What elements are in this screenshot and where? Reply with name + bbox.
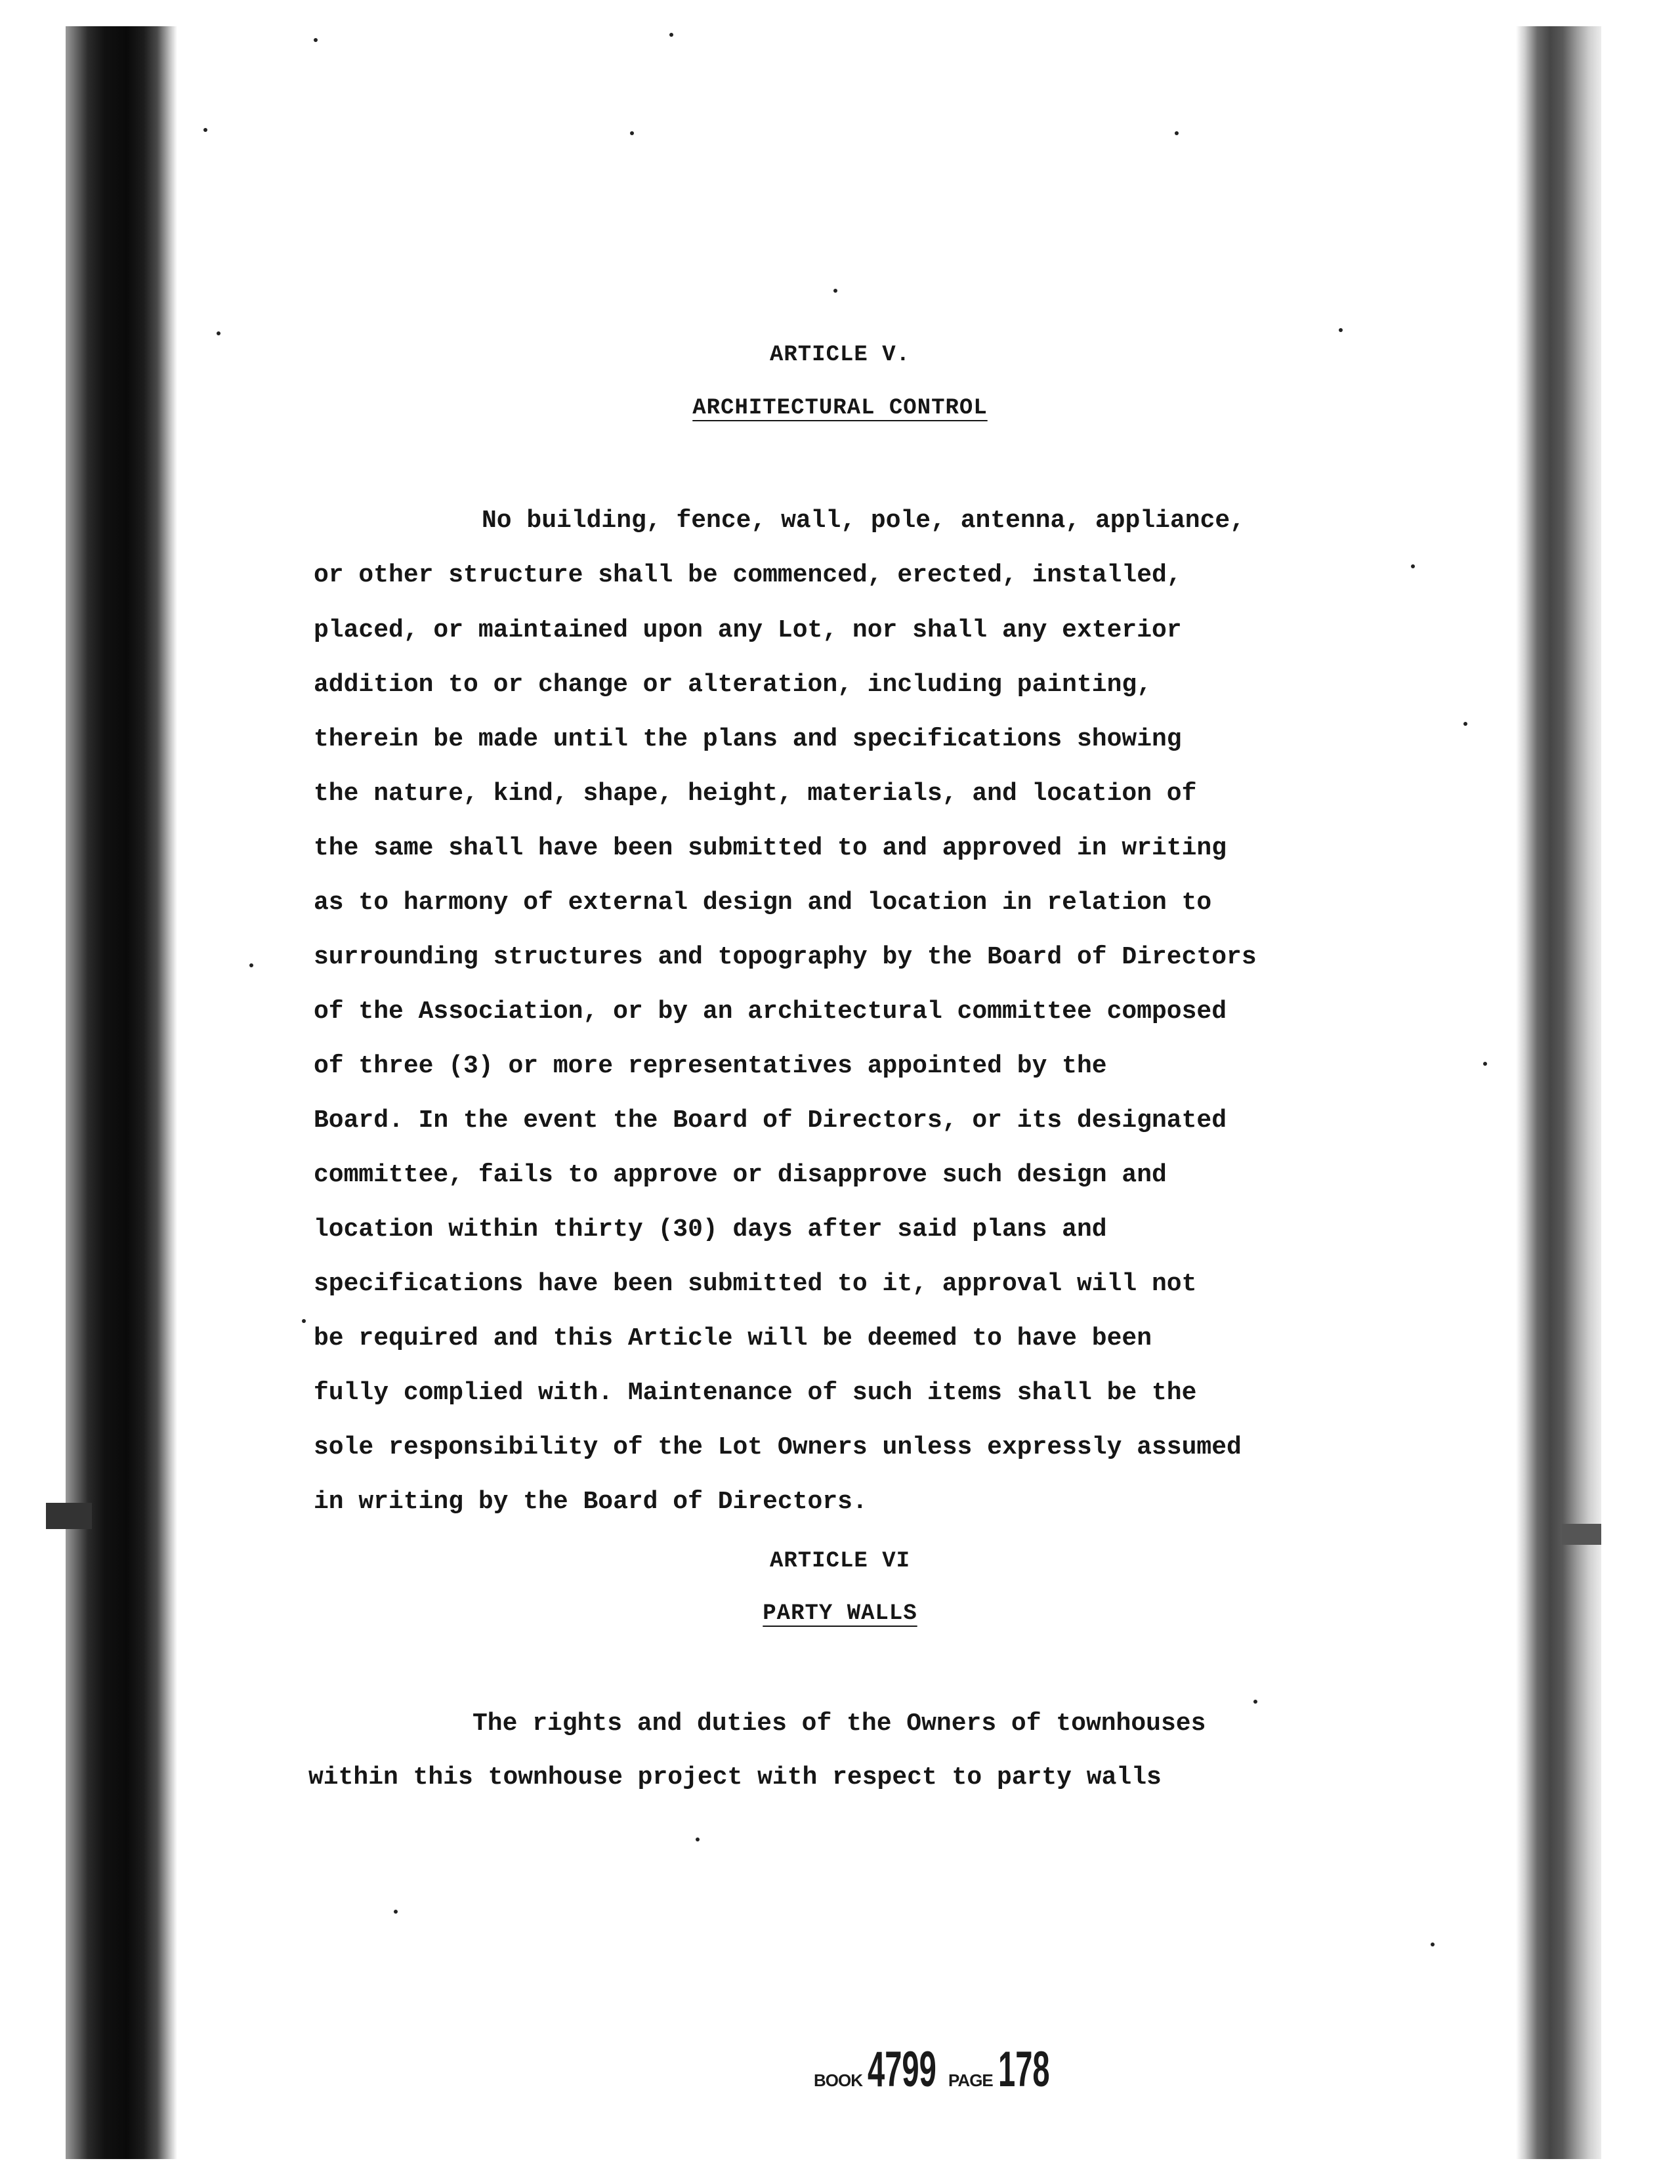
- page-number: 178: [998, 2042, 1050, 2097]
- scan-speck: [833, 289, 837, 293]
- paragraph-line: in writing by the Board of Directors.: [314, 1488, 868, 1516]
- book-page-stamp: [814, 2041, 1082, 2098]
- article-6-heading: ARTICLE VI: [769, 1549, 911, 1574]
- paragraph-line: as to harmony of external design and location in relation to: [314, 889, 1212, 917]
- paragraph-line: within this townhouse project with respect to party walls: [308, 1763, 1162, 1792]
- paragraph-line: No building, fence, wall, pole, antenna, appliance,: [482, 507, 1245, 535]
- scan-speck: [1483, 1062, 1487, 1066]
- article-5-heading: ARTICLE V.: [769, 343, 911, 368]
- paragraph-line: specifications have been submitted to it, approval will not: [314, 1270, 1197, 1298]
- scan-speck: [1431, 1942, 1435, 1946]
- scan-speck: [1175, 131, 1179, 135]
- scan-speck: [394, 1910, 398, 1914]
- scan-speck: [1411, 564, 1415, 568]
- scan-binding-tab-right: [1562, 1524, 1601, 1545]
- paragraph-line: or other structure shall be commenced, erected, installed,: [314, 561, 1182, 589]
- paragraph-line: of the Association, or by an architectural committee composed: [314, 998, 1227, 1026]
- paragraph-line: Board. In the event the Board of Directors, or its designated: [314, 1106, 1227, 1135]
- scan-binding-tab-left: [46, 1503, 92, 1529]
- paragraph-line: sole responsibility of the Lot Owners unless expressly assumed: [314, 1433, 1242, 1461]
- scan-speck: [696, 1838, 700, 1841]
- scan-speck: [302, 1319, 306, 1323]
- paragraph-line: surrounding structures and topography by the Board of Directors: [314, 943, 1257, 971]
- paragraph-line: location within thirty (30) days after said plans and: [314, 1215, 1107, 1244]
- paragraph-line: committee, fails to approve or disapprove such design and: [314, 1161, 1167, 1189]
- article-6-title: PARTY WALLS: [763, 1601, 917, 1626]
- paragraph-line: fully complied with. Maintenance of such items shall be the: [314, 1379, 1197, 1407]
- paragraph-line: the nature, kind, shape, height, materials, and location of: [314, 780, 1197, 808]
- scan-speck: [630, 131, 634, 135]
- paragraph-line: therein be made until the plans and specifications showing: [314, 725, 1182, 753]
- scan-speck: [669, 33, 673, 37]
- paragraph-line: The rights and duties of the Owners of townhouses: [472, 1710, 1206, 1738]
- page-label: PAGE: [948, 2070, 993, 2090]
- paragraph-line: placed, or maintained upon any Lot, nor shall any exterior: [314, 616, 1182, 644]
- article-5-title: ARCHITECTURAL CONTROL: [692, 396, 988, 421]
- book-number: 4799: [868, 2042, 936, 2097]
- paragraph-line: of three (3) or more representatives appointed by the: [314, 1052, 1107, 1080]
- scan-speck: [203, 128, 207, 132]
- paragraph-line: the same shall have been submitted to and approved in writing: [314, 834, 1227, 862]
- scan-speck: [314, 38, 318, 42]
- scan-speck: [1339, 328, 1343, 332]
- scan-speck: [217, 331, 220, 335]
- scan-speck: [1463, 722, 1467, 726]
- scan-speck: [249, 963, 253, 967]
- paragraph-line: be required and this Article will be deemed to have been: [314, 1324, 1152, 1353]
- scan-speck: [1253, 1700, 1257, 1704]
- book-label: BOOK: [814, 2070, 862, 2090]
- paragraph-line: addition to or change or alteration, including painting,: [314, 671, 1152, 699]
